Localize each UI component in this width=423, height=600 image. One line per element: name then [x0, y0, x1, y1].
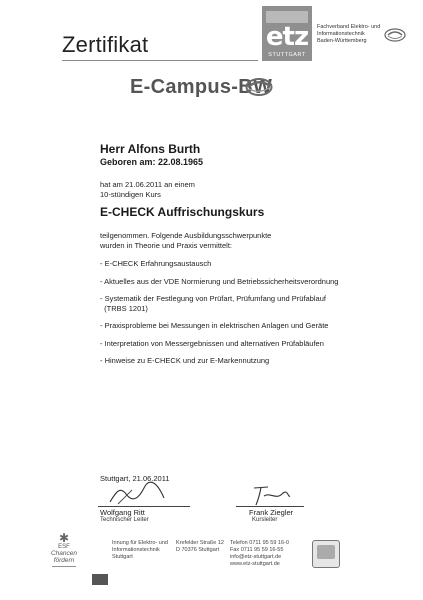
- eu-flag-icon: [92, 574, 108, 585]
- footer-guild-line-1: Innung für Elektro- und: [112, 540, 168, 546]
- course-intro-line-2: wurden in Theorie und Praxis vermittelt:: [100, 241, 233, 250]
- association-line-3: Baden-Württemberg: [317, 38, 367, 44]
- topics-list: [100, 259, 350, 374]
- association-line-2: Informationstechnik: [317, 31, 365, 37]
- footer-phone: Telefon 0711 95 59 16-0: [230, 540, 289, 546]
- signer-right-name: Frank Ziegler: [249, 508, 294, 517]
- footer-street: Krefelder Straße 12: [176, 540, 224, 546]
- esf-logo: [40, 532, 88, 568]
- course-date-line: hat am 21.06.2011 an einem: [100, 180, 195, 189]
- footer-website: www.etz-stuttgart.de: [230, 561, 280, 567]
- etz-logo-subtext: STUTTGART: [268, 52, 306, 58]
- footer-street-address: [176, 540, 224, 554]
- etz-logo: [262, 6, 312, 61]
- certificate-title: Zertifikat: [62, 32, 149, 57]
- signer-right-role: Kursleiter: [252, 517, 278, 523]
- topic-item: - Aktuelles aus der VDE Normierung und Betriebssicherheitsverordnung: [100, 276, 339, 286]
- course-intro-line-1: teilgenommen. Folgende Ausbildungsschwerpunkte: [100, 231, 272, 240]
- topic-item: - Praxisprobleme bei Messungen in elektrischen Anlagen und Geräte: [100, 321, 329, 330]
- course-duration-line: 10-stündigen Kurs: [100, 190, 161, 199]
- recipient-birthdate: Geboren am: 22.08.1965: [100, 157, 204, 167]
- etz-logo-text: etz: [265, 22, 309, 52]
- association-text: [317, 24, 389, 45]
- esf-slogan: Chancen fördern: [50, 550, 78, 564]
- esf-stars-icon: ✱: [58, 531, 70, 545]
- header-divider: [62, 60, 258, 61]
- topic-item-continuation: (TRBS 1201): [100, 303, 148, 313]
- esf-fineprint-decoration: ▬▬▬▬▬▬▬▬: [52, 564, 76, 568]
- signature-line-right: [236, 506, 304, 507]
- place-and-date: Stuttgart, 21.06.2011: [100, 474, 170, 483]
- recipient-name: Herr Alfons Burth: [100, 142, 201, 156]
- footer-guild-line-3: Stuttgart: [112, 554, 133, 560]
- certification-seal-icon: [312, 540, 340, 568]
- topic-item: - Systematik der Festlegung von Prüfart, Prüfumfang und Prüfablauf: [100, 294, 326, 303]
- signature-line-left: [98, 506, 190, 507]
- signer-left-name: Wolfgang Ritt: [100, 508, 145, 517]
- association-line-1: Fachverband Elektro- und: [317, 24, 381, 30]
- footer-email: info@etz-stuttgart.de: [230, 554, 282, 560]
- association-emblem-icon: [384, 27, 406, 48]
- footer-city: D 70376 Stuttgart: [176, 547, 220, 553]
- topic-item: - Hinweise zu E-CHECK und zur E-Markennutzung: [100, 356, 270, 365]
- footer-fax: Fax 0711 95 59 16-55: [230, 547, 284, 553]
- footer-guild-line-2: Informationstechnik: [112, 547, 160, 553]
- ecampus-brand-name: E-Campus-BW: [130, 76, 273, 98]
- topic-item: - E-CHECK Erfahrungsaustausch: [100, 259, 212, 268]
- ecampus-swoosh-icon: [245, 77, 273, 102]
- course-title: E-CHECK Auffrischungskurs: [100, 205, 265, 219]
- esf-label: ESF: [58, 544, 70, 550]
- footer-guild-address: [112, 540, 168, 561]
- footer-contact: [230, 540, 289, 568]
- topic-item: - Interpretation von Messergebnissen und alternativen Prüfabläufen: [100, 338, 324, 348]
- certification-seal-inner: [317, 545, 335, 559]
- signer-left-role: Technischer Leiter: [100, 517, 149, 523]
